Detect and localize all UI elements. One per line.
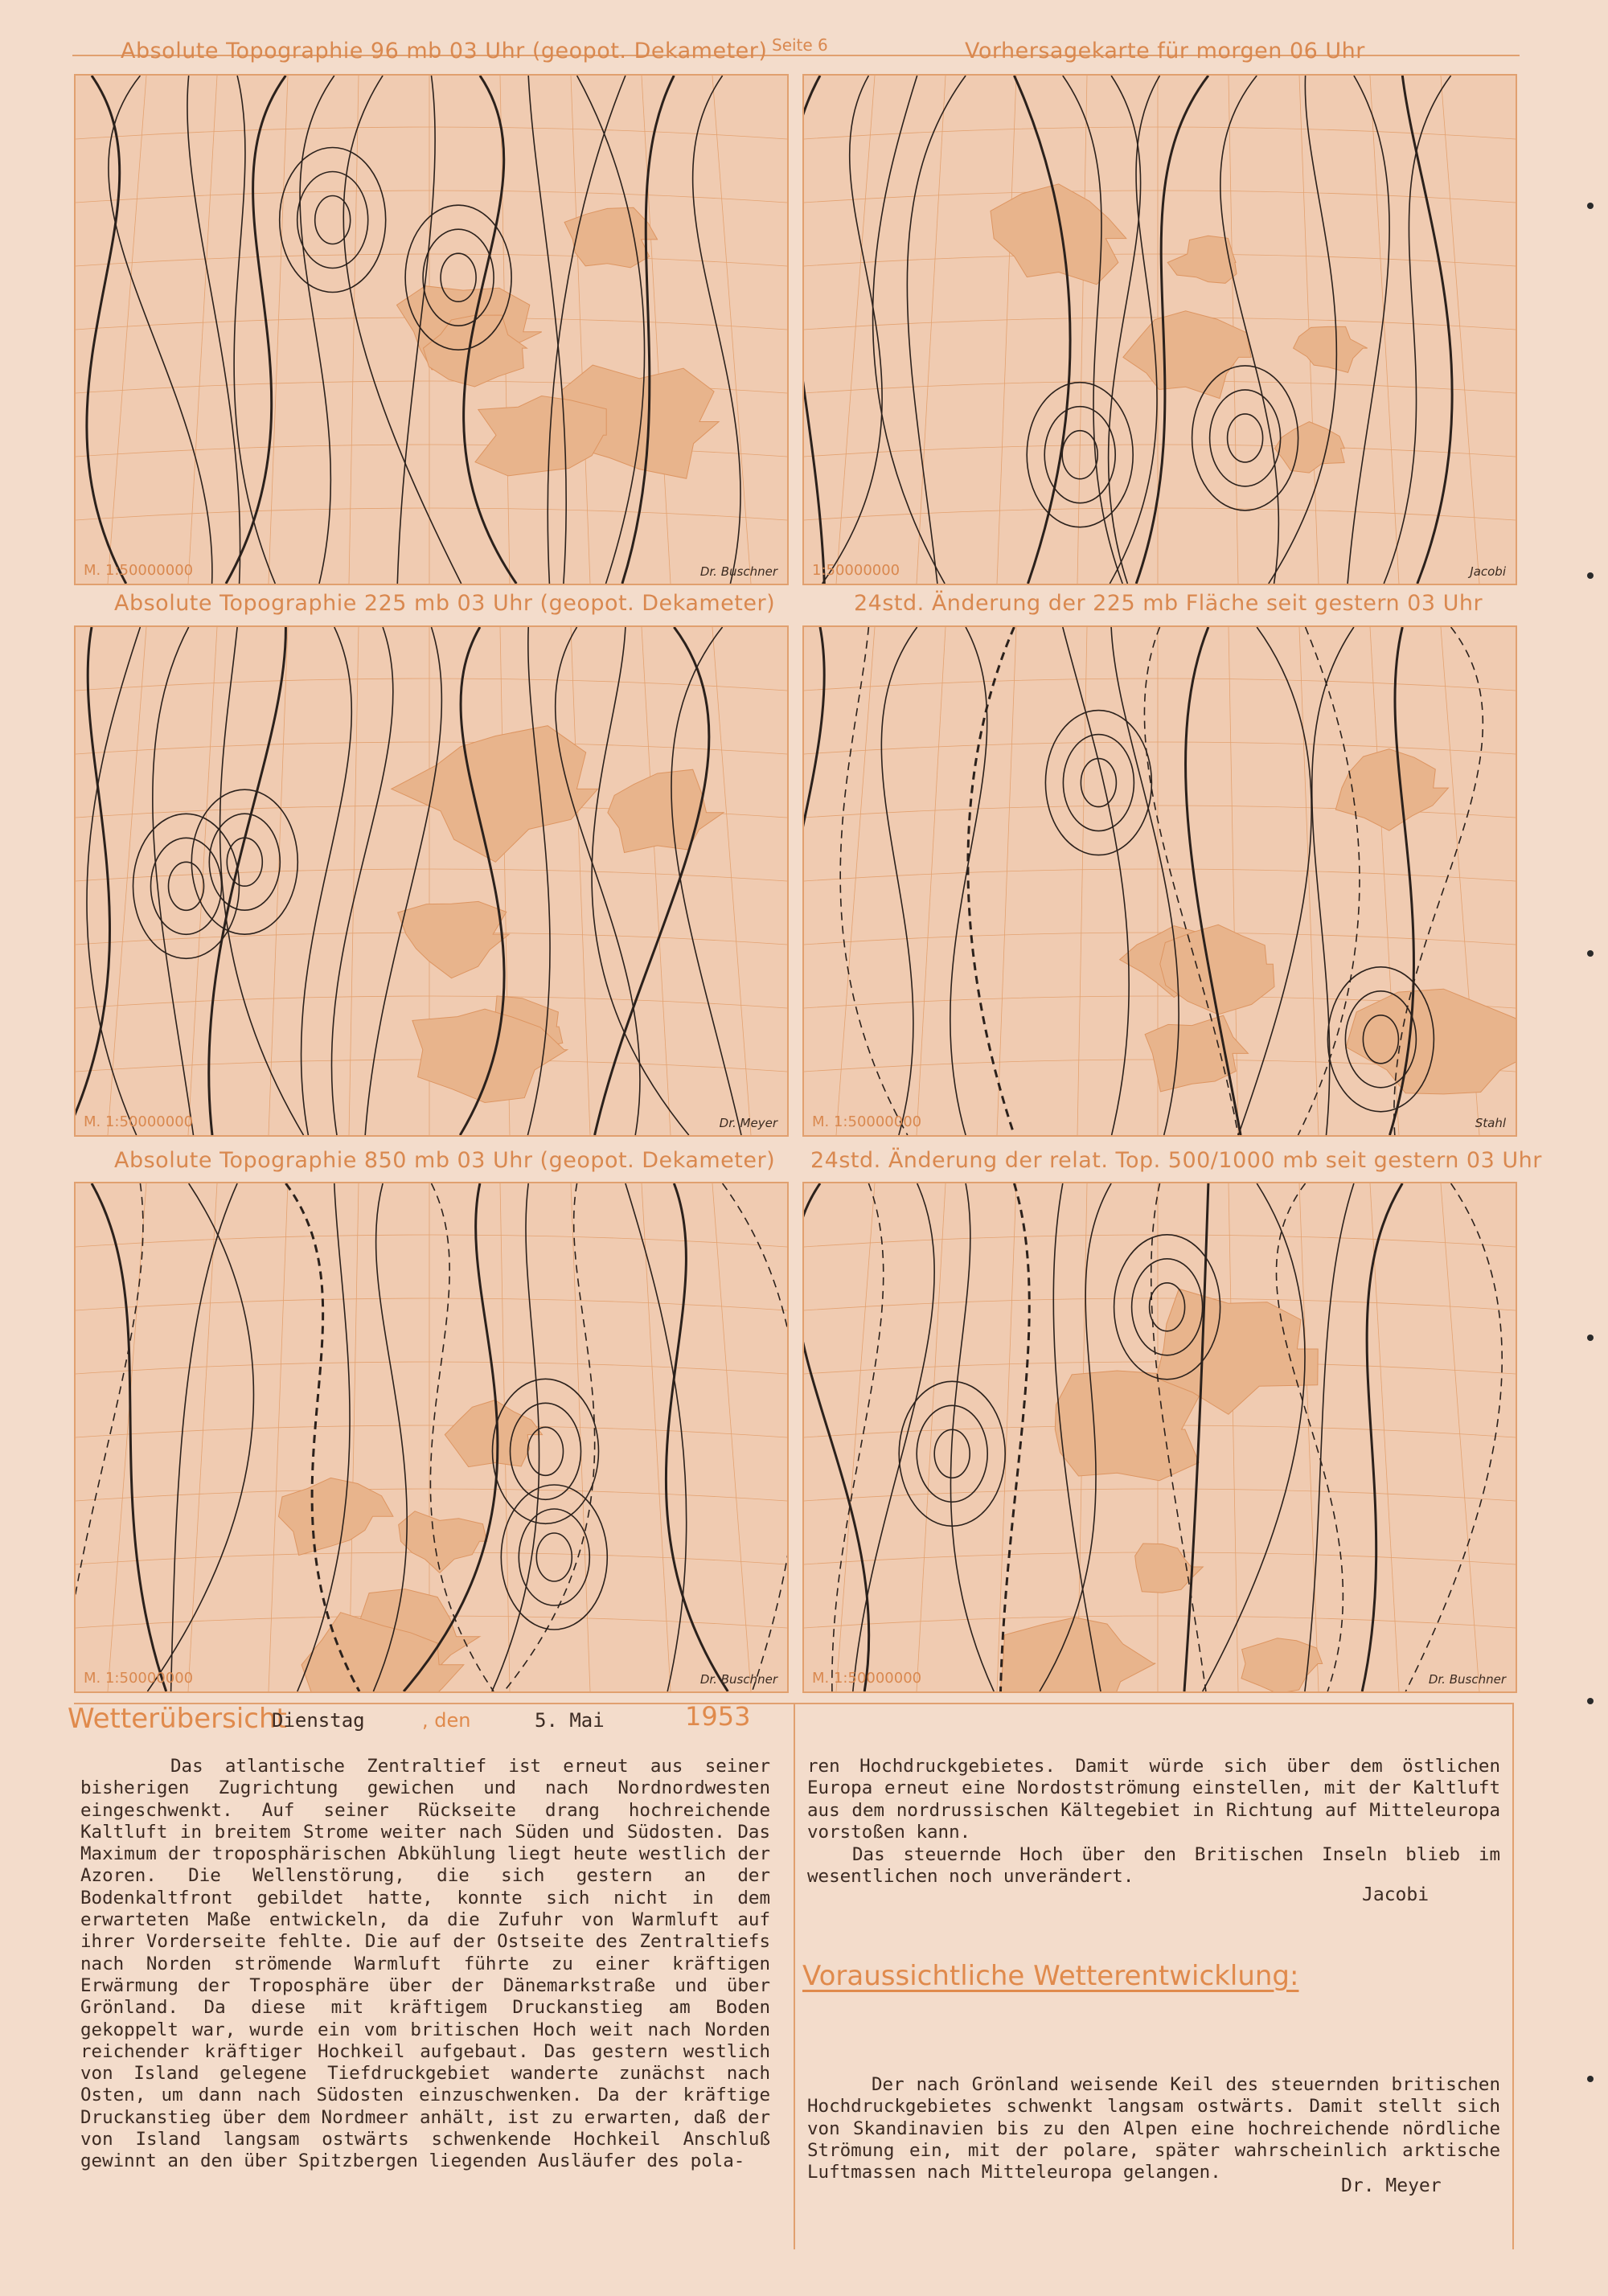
graticule-line	[804, 445, 1516, 457]
contour-line	[109, 76, 212, 584]
land-area	[991, 184, 1126, 285]
forecast-heading: Voraussichtliche Wetterentwicklung:	[802, 1960, 1299, 1992]
map-title-96mb: Absolute Topographie 96 mb 03 Uhr (geopot. Dekameter)	[121, 39, 768, 64]
map-panel-relat-change	[802, 1182, 1517, 1693]
contour-line	[693, 76, 740, 584]
map-title-850mb: Absolute Topographie 850 mb 03 Uhr (geopot. Dekameter)	[114, 1148, 776, 1173]
punch-hole	[1587, 203, 1594, 209]
contour-line	[1362, 1183, 1402, 1691]
contour-line	[881, 627, 917, 1135]
graticule-line	[804, 1298, 1516, 1310]
contour-line	[1305, 1183, 1354, 1691]
graticule-line	[108, 76, 146, 584]
contour-line	[1312, 627, 1354, 1135]
graticule-line	[188, 1183, 217, 1691]
graticule-line	[571, 627, 590, 1135]
contour-centre	[536, 1533, 572, 1581]
graticule-line	[804, 127, 1516, 139]
contour-line	[1405, 1183, 1502, 1691]
overview-date: 5. Mai	[535, 1709, 605, 1732]
land-area	[475, 396, 606, 476]
land-area	[564, 207, 658, 268]
contour-line	[220, 627, 304, 1135]
graticule-line	[1441, 76, 1479, 584]
graticule-line	[1077, 76, 1087, 584]
graticule-line	[188, 76, 217, 584]
punch-hole	[1587, 1698, 1594, 1704]
graticule-line	[269, 1183, 288, 1691]
graticule-line	[804, 191, 1516, 203]
contour-map	[76, 76, 787, 584]
punch-hole	[1587, 2076, 1594, 2082]
land-area	[1294, 326, 1368, 372]
land-area	[1145, 1015, 1248, 1092]
graticule-line	[642, 76, 671, 584]
map-title-225-change: 24std. Änderung der 225 mb Fläche seit gestern 03 Uhr	[854, 591, 1483, 616]
contour-centre	[280, 148, 386, 293]
graticule-line	[804, 742, 1516, 754]
contour-line	[804, 1183, 869, 1691]
graticule-line	[108, 627, 146, 1135]
graticule-line	[642, 1183, 671, 1691]
graticule-line	[76, 127, 787, 139]
contour-line	[1203, 1183, 1305, 1691]
map-panel-850mb	[74, 1182, 789, 1693]
graticule-line	[804, 679, 1516, 691]
contour-line	[92, 1183, 166, 1691]
contour-line	[331, 627, 392, 1135]
contour-centre	[133, 814, 240, 958]
graticule-line	[76, 996, 787, 1008]
overview-column-1: Das atlantische Zentraltief ist erneut aus seiner bisherigen Zugrichtung gewichen und nach Nordnordwesten eingeschwenkt. Auf seiner Rückseite drang hochreichende Kaltluft in breitem Strome weiter nach Süden und Südosten. Das Maximum der troposphärischen Abkühlung liegt heute westlich der Azoren. Die Wellenstörung, die sich gestern an der Bodenkaltfront gebildet hatte, konnte sich nicht in dem erwarteten Maße entwickeln, da die Zufuhr von Warmluft auf ihrer Vorderseite fehlte. Die auf der Ostseite des Zentraltiefs nach Norden strömende Warmluft führte zu einer kräftigen Erwärmung der Troposphäre über der Dänemarkstraße und über Grönland. Da diese mit kräftigem Druckanstieg am Boden gekoppelt war, wurde ein vom britischen Hoch weit nach Norden reichender kräftiger Hochkeil aufgebaut. Das gestern westlich von Island gelegene Tiefdruckgebiet wanderte zunächst nach Osten, um dann nach Südosten einzuschwenken. Da der kräftige Druckanstieg über dem Nordmeer anhält, ist zu erwarten, daß der von Island langsam ostwärts schwenkende Hochkeil Anschluß gewinnt an den über Spitzbergen liegenden Ausläufer des pola-	[80, 1756, 770, 2172]
contour-line	[1277, 1183, 1343, 1691]
land-area	[1000, 1617, 1156, 1691]
contour-centre	[227, 838, 262, 886]
contour-line	[1238, 627, 1311, 1135]
contour-line	[853, 1183, 934, 1691]
map-credit: Dr. Buschner	[699, 564, 777, 579]
contour-centre	[169, 862, 204, 910]
graticule-line	[76, 254, 787, 266]
contour-centre	[501, 1485, 607, 1630]
graticule-line	[917, 76, 946, 584]
map-scale: M. 1:50000000	[84, 1113, 194, 1130]
contour-line	[1110, 76, 1159, 584]
contour-line	[1014, 76, 1070, 584]
contour-line	[832, 1183, 884, 1691]
contour-line	[76, 1183, 143, 1691]
contour-line	[1063, 76, 1122, 584]
graticule-line	[712, 76, 751, 584]
contour-centre	[1063, 735, 1134, 831]
contour-centre	[191, 789, 297, 934]
contour-line	[907, 76, 966, 584]
map-panel-96mb	[74, 74, 789, 585]
overview-den: , den	[422, 1709, 471, 1732]
land-area	[398, 901, 510, 978]
contour-centre	[315, 196, 351, 244]
contour-line	[1298, 627, 1360, 1135]
contour-line	[556, 627, 640, 1135]
contour-line	[548, 76, 626, 584]
contour-centre	[917, 1405, 987, 1502]
contour-centre	[151, 838, 222, 934]
map-panel-225mb	[74, 625, 789, 1137]
contour-line	[76, 627, 110, 1135]
graticule-line	[997, 1183, 1016, 1691]
graticule-line	[76, 742, 787, 754]
graticule-line	[76, 1298, 787, 1310]
contour-line	[171, 1183, 238, 1691]
contour-centre	[528, 1427, 564, 1475]
graticule-line	[1441, 1183, 1479, 1691]
contour-line	[187, 76, 240, 584]
forecast-signature: Dr. Meyer	[1341, 2175, 1442, 2196]
map-credit: Stahl	[1475, 1116, 1506, 1130]
map-scale: M. 1:50000000	[812, 1113, 922, 1130]
graticule-line	[76, 1235, 787, 1247]
contour-centre	[899, 1381, 1005, 1526]
land-area	[279, 1478, 393, 1555]
graticule-line	[804, 1616, 1516, 1628]
map-scale: M. 1:50000000	[812, 1670, 922, 1687]
land-area	[1346, 989, 1516, 1094]
graticule-line	[108, 1183, 146, 1691]
graticule-line	[1370, 76, 1399, 584]
contour-centre	[1228, 414, 1263, 462]
graticule-line	[712, 1183, 751, 1691]
map-credit: Dr. Buschner	[699, 1672, 777, 1687]
map-title-relat-change: 24std. Änderung der relat. Top. 500/1000 mb seit gestern 03 Uhr	[810, 1148, 1542, 1173]
graticule-line	[76, 1362, 787, 1374]
graticule-line	[997, 627, 1016, 1135]
graticule-line	[917, 1183, 946, 1691]
graticule-line	[712, 627, 751, 1135]
graticule-line	[571, 76, 590, 584]
forecast-text: Der nach Grönland weisende Keil des steuernden britischen Hochdruckgebietes schwenkt langsam ostwärts. Damit stellt sich von Skandinavien bis zu den Alpen eine hochreichende nördliche Strömung ein, mit der polare, später wahrscheinlich arktische Luftmassen nach Mitteleuropa gelangen.	[807, 2074, 1500, 2183]
graticule-line	[76, 508, 787, 520]
land-area	[399, 1511, 487, 1573]
map-panel-225-change	[802, 625, 1517, 1137]
right-border	[1512, 1703, 1514, 2249]
contour-line	[87, 76, 126, 584]
contour-map	[804, 76, 1516, 584]
contour-line	[968, 627, 1015, 1135]
contour-line	[300, 76, 334, 584]
land-area	[1055, 1371, 1199, 1481]
overview-weekday: Dienstag	[272, 1709, 365, 1732]
contour-line	[723, 1183, 787, 1691]
graticule-line	[836, 627, 875, 1135]
contour-centre	[1081, 759, 1116, 807]
map-title-forecast: Vorhersagekarte für morgen 06 Uhr	[965, 39, 1365, 64]
contour-line	[1402, 76, 1452, 584]
graticule-line	[642, 627, 671, 1135]
contour-line	[209, 627, 286, 1135]
graticule-line	[76, 191, 787, 203]
contour-map	[804, 1183, 1516, 1691]
contour-centre	[519, 1509, 589, 1605]
contour-centre	[1210, 390, 1281, 486]
contour-map	[76, 627, 787, 1135]
overview-column-2-para2: Das steuernde Hoch über den Britischen Inseln blieb im wesentlichen noch unverändert.	[807, 1844, 1500, 1888]
map-scale: M. 1:50000000	[84, 562, 194, 579]
contour-line	[1109, 76, 1141, 584]
overview-heading: Wetterübersicht	[68, 1703, 287, 1735]
contour-centre	[209, 814, 280, 910]
land-area	[1275, 422, 1345, 474]
land-area	[1123, 311, 1251, 399]
contour-line	[666, 1183, 728, 1691]
graticule-line	[571, 1183, 590, 1691]
punch-hole	[1587, 572, 1594, 579]
contour-map	[804, 627, 1516, 1135]
page-number: Seite 6	[772, 35, 828, 55]
graticule-line	[76, 679, 787, 691]
contour-line	[592, 627, 689, 1135]
overview-year: 1953	[685, 1701, 751, 1732]
contour-line	[1063, 627, 1129, 1135]
graticule-line	[804, 1235, 1516, 1247]
graticule-line	[997, 76, 1016, 584]
graticule-line	[349, 627, 359, 1135]
map-credit: Dr. Buschner	[1428, 1672, 1506, 1687]
contour-map	[76, 1183, 787, 1691]
graticule-line	[1229, 1183, 1238, 1691]
map-scale: M. 1:50000000	[84, 1670, 194, 1687]
contour-centre	[1045, 711, 1151, 855]
contour-line	[1001, 1183, 1030, 1691]
column-divider	[794, 1703, 795, 2249]
map-credit: Jacobi	[1470, 564, 1506, 579]
contour-line	[1348, 76, 1389, 584]
contour-line	[301, 627, 351, 1135]
contour-line	[147, 1183, 253, 1691]
graticule-line	[917, 627, 946, 1135]
contour-line	[595, 627, 709, 1135]
graticule-line	[1299, 1183, 1319, 1691]
graticule-line	[804, 254, 1516, 266]
graticule-line	[1077, 627, 1087, 1135]
contour-line	[153, 627, 194, 1135]
contour-centre	[297, 172, 368, 269]
map-title-225mb: Absolute Topographie 225 mb 03 Uhr (geopot. Dekameter)	[114, 591, 776, 616]
map-panel-forecast	[802, 74, 1517, 585]
map-scale: 1:50000000	[812, 562, 900, 579]
punch-hole	[1587, 1335, 1594, 1341]
punch-hole	[1587, 950, 1594, 957]
map-credit: Dr. Meyer	[719, 1116, 777, 1130]
contour-line	[950, 1183, 994, 1691]
graticule-line	[1299, 627, 1319, 1135]
overview-column-2: ren Hochdruckgebietes. Damit würde sich über dem östlichen Europa erneut eine Nordostströmung einstellen, mit der Kaltluft aus dem nordrussischen Kältegebiet in Richtung auf Mitteleuropa vorstoßen kann.	[807, 1756, 1500, 1843]
graticule-line	[836, 76, 875, 584]
overview-signature: Jacobi	[1362, 1884, 1430, 1905]
graticule-line	[269, 76, 288, 584]
